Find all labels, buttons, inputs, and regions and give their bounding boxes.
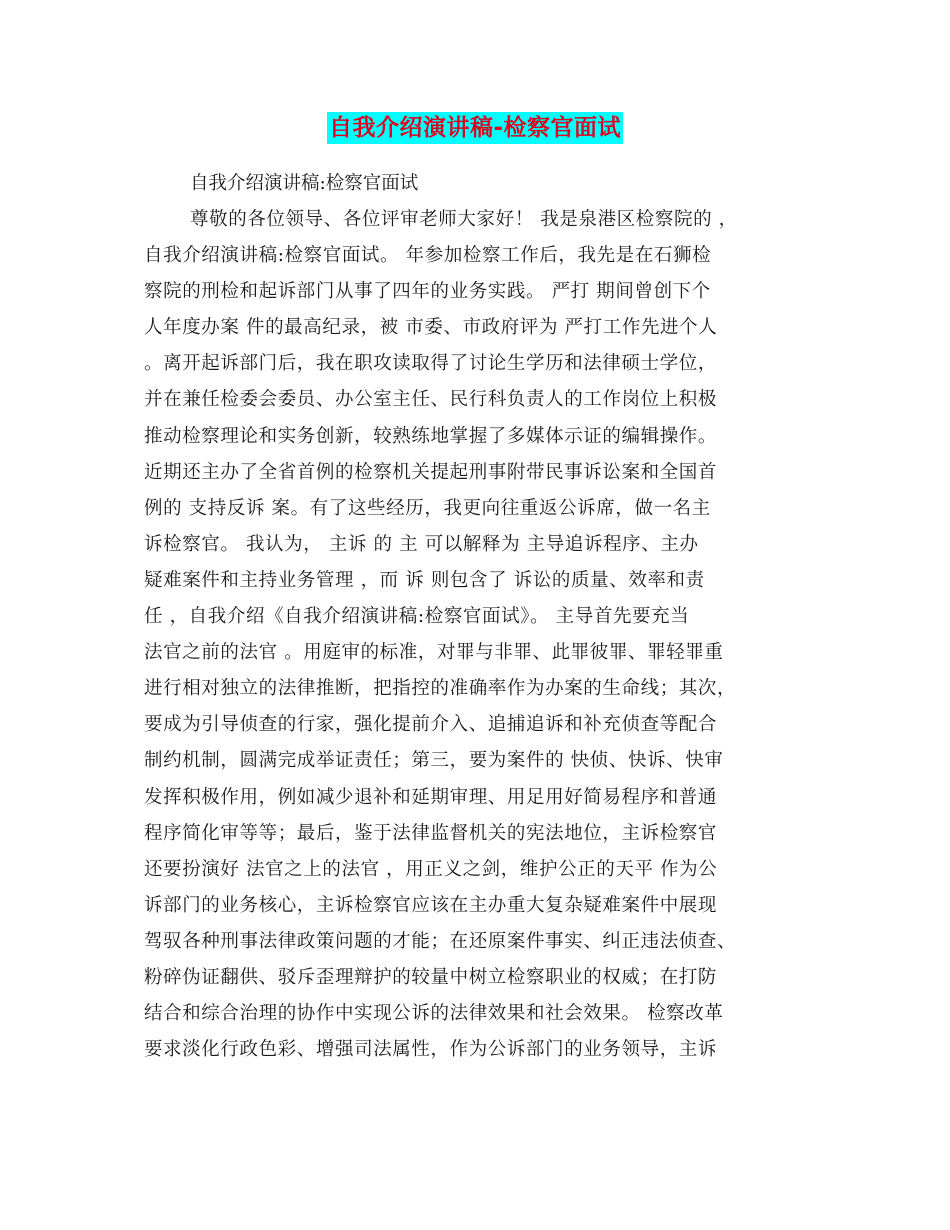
body-line: 诉部门的业务核心，主诉检察官应该在主办重大复杂疑难案件中展现 <box>144 894 718 916</box>
body-line: 粉碎伪证翻供、驳斥歪理辩护的较量中树立检察职业的权威；在打防 <box>144 966 718 988</box>
body-line: 并在兼任检委会委员、办公室主任、民行科负责人的工作岗位上积极 <box>144 389 718 411</box>
body-line: 人年度办案 件的最高纪录，被 市委、市政府评为 严打工作先进个人 <box>144 317 718 339</box>
body-line: 还要扮演好 法官之上的法官 ，用正义之剑，维护公正的天平 作为公 <box>144 858 718 880</box>
body-line: 自我介绍演讲稿:检察官面试。 年参加检察工作后，我先是在石狮检 <box>144 245 712 267</box>
body-line: 制约机制，圆满完成举证责任；第三，要为案件的 快侦、快诉、快审 <box>144 750 724 772</box>
body-line: 发挥积极作用，例如减少退补和延期审理、用足用好简易程序和普通 <box>144 786 718 808</box>
body-line: 结合和综合治理的协作中实现公诉的法律效果和社会效果。 检察改革 <box>144 1003 724 1025</box>
document-subtitle: 自我介绍演讲稿:检察官面试 <box>190 173 419 194</box>
body-line: 。离开起诉部门后，我在职攻读取得了讨论生学历和法律硕士学位， <box>144 353 718 375</box>
body-line: 要求淡化行政色彩、增强司法属性，作为公诉部门的业务领导，主诉 <box>144 1039 718 1061</box>
body-line: 要成为引导侦查的行家，强化提前介入、追捕追诉和补充侦查等配合 <box>144 714 718 736</box>
document-title: 自我介绍演讲稿-检察官面试 <box>327 112 623 144</box>
body-line: 例的 支持反诉 案。有了这些经历，我更向往重返公诉席，做一名主 <box>144 497 711 519</box>
body-line: 进行相对独立的法律推断，把指控的准确率作为办案的生命线；其次， <box>144 678 737 700</box>
body-line: 疑难案件和主持业务管理 ，而 诉 则包含了 诉讼的质量、效率和责 <box>144 569 705 591</box>
body-line: 诉检察官。 我认为， 主诉 的 主 可以解释为 主导追诉程序、主办 <box>144 533 699 555</box>
document-body <box>144 202 824 1068</box>
body-line: 程序简化审等等；最后，鉴于法律监督机关的宪法地位，主诉检察官 <box>144 822 718 844</box>
body-line: 法官之前的法官 。用庭审的标准，对罪与非罪、此罪彼罪、罪轻罪重 <box>144 642 724 664</box>
body-line: 察院的刑检和起诉部门从事了四年的业务实践。 严打 期间曾创下个 <box>144 281 711 303</box>
body-line: 尊敬的各位领导、各位评审老师大家好！ 我是泉港区检察院的 ， <box>190 209 738 230</box>
body-line: 任 ，自我介绍《自我介绍演讲稿:检察官面试》。 主导首先要充当 <box>144 606 690 628</box>
body-line: 推动检察理论和实务创新，较熟练地掌握了多媒体示证的编辑操作。 <box>144 425 718 447</box>
body-line: 近期还主办了全省首例的检察机关提起刑事附带民事诉讼案和全国首 <box>144 461 718 483</box>
title-container <box>0 112 950 144</box>
body-line: 驾驭各种刑事法律政策问题的才能；在还原案件事实、纠正违法侦查、 <box>144 930 737 952</box>
